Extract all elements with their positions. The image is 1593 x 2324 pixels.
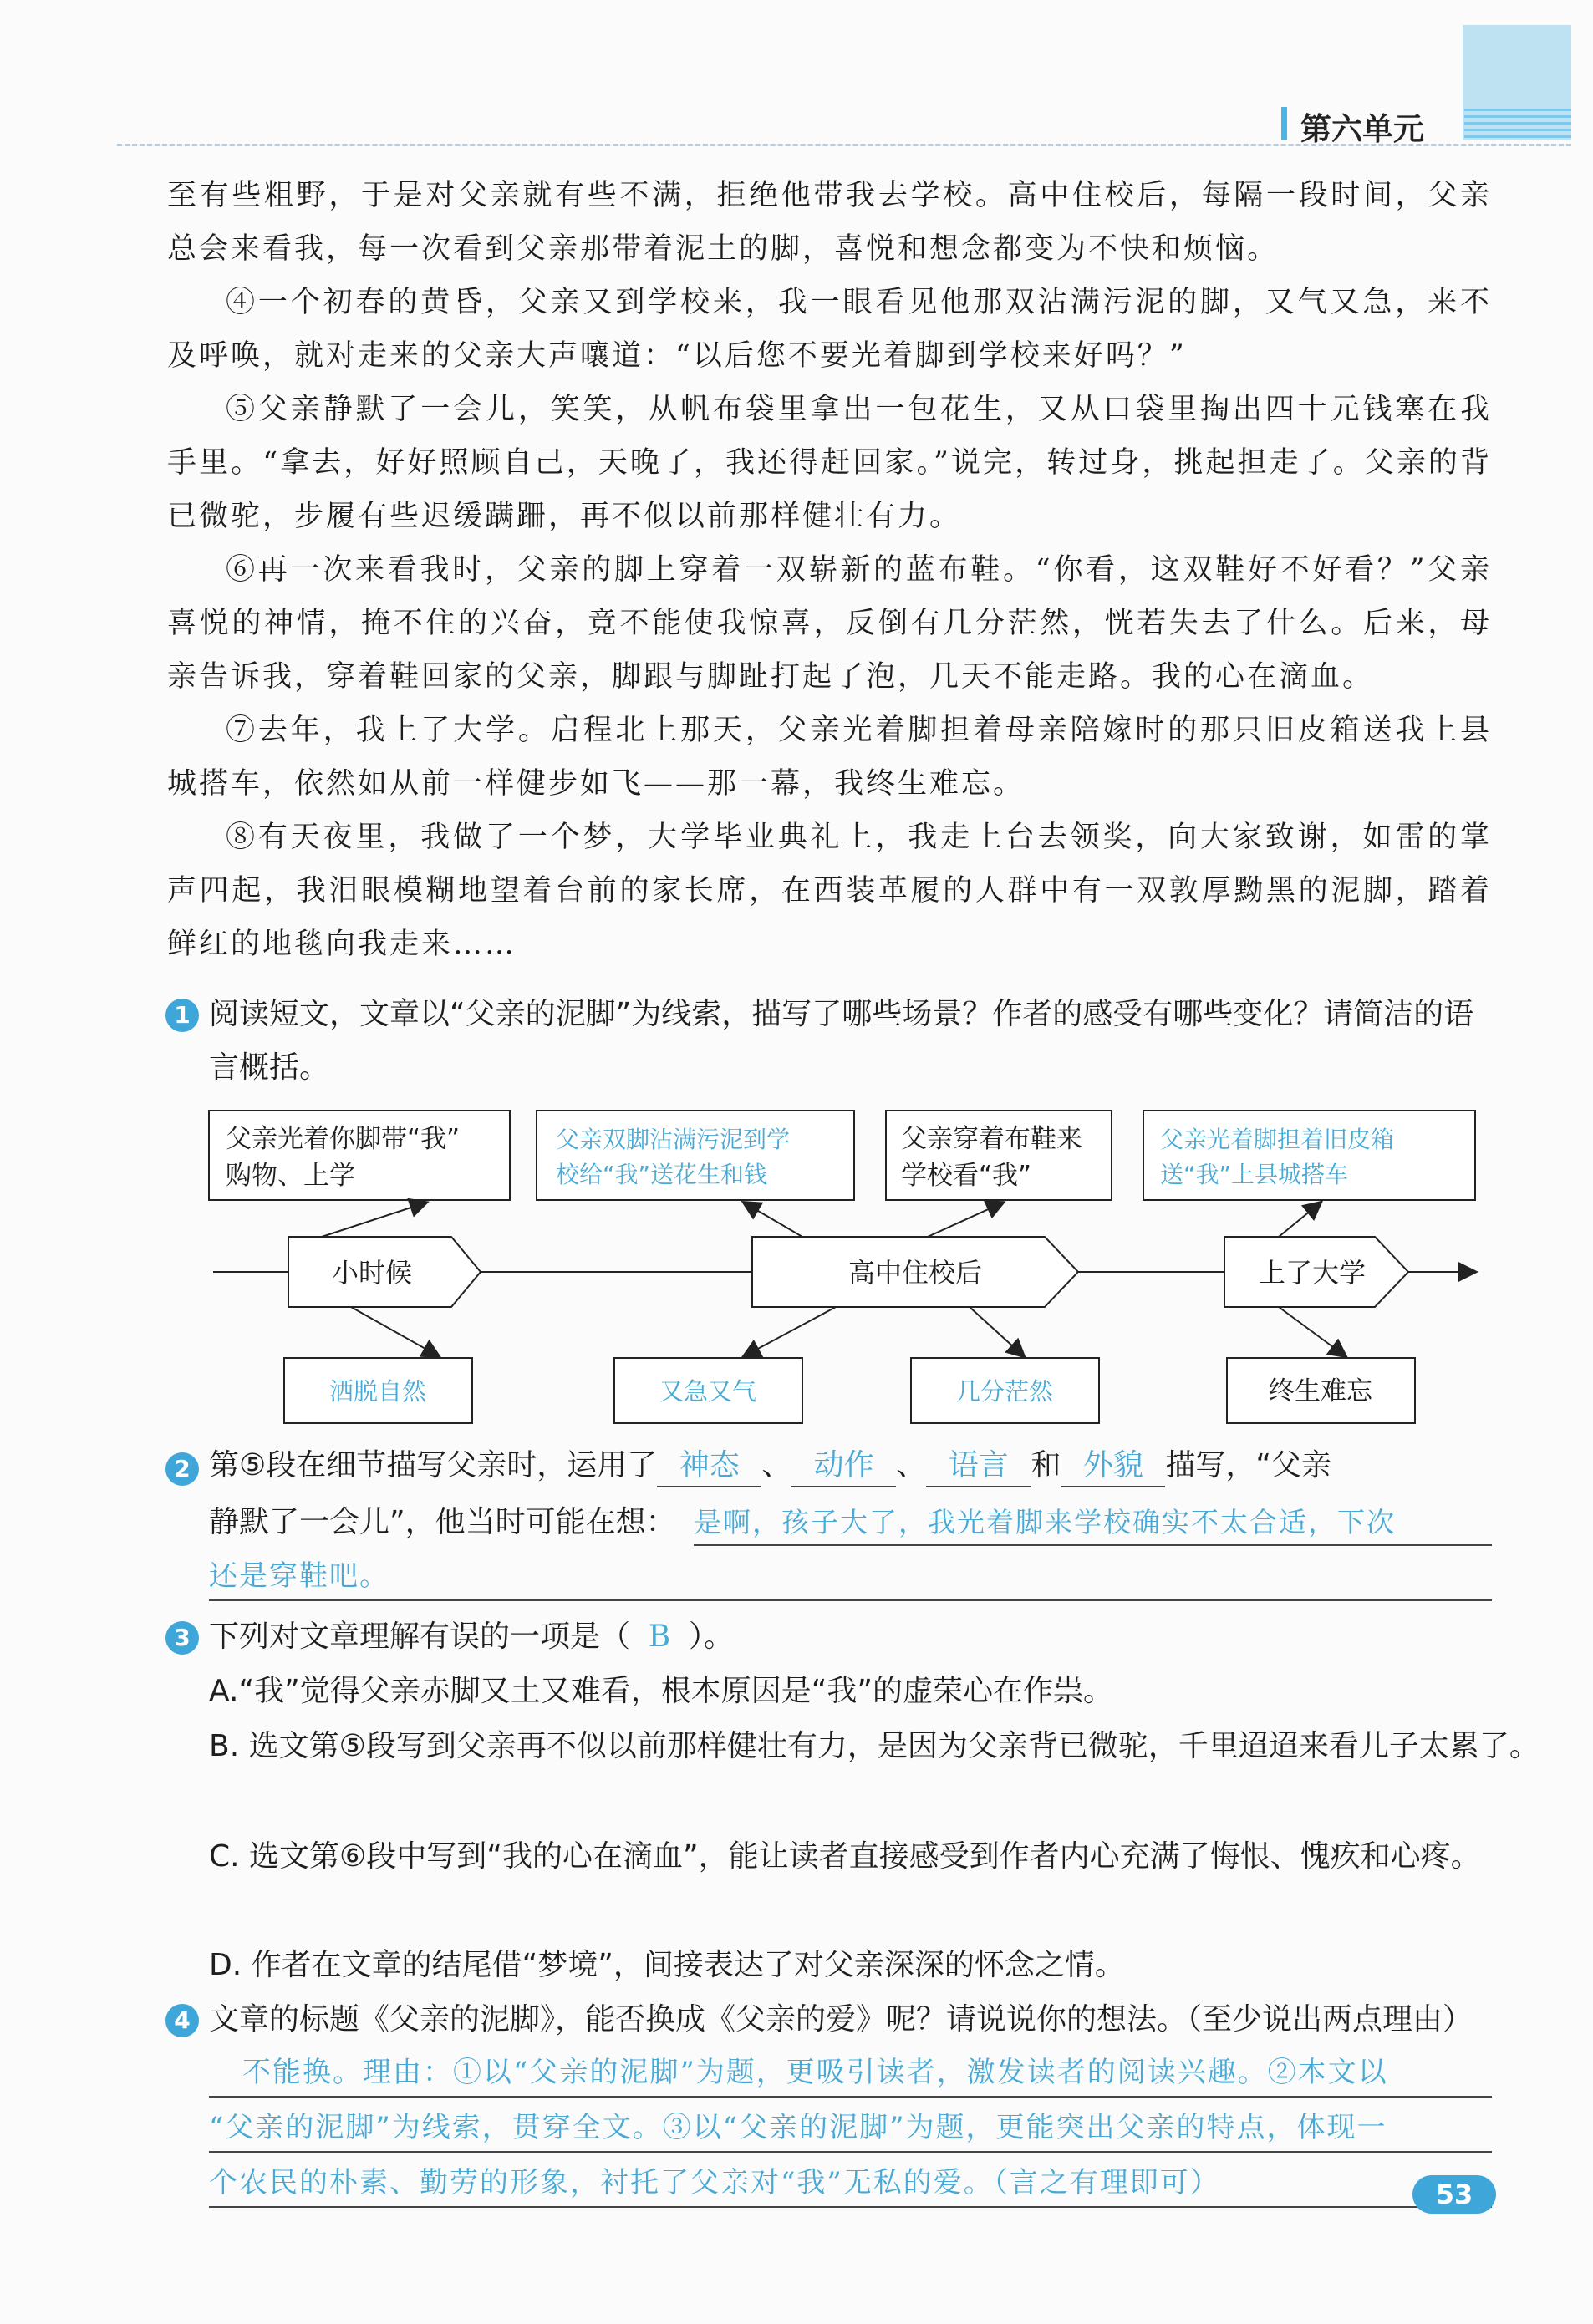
feeling-1: 洒脱自然 (328, 1377, 427, 1406)
q3-option-a: A.“我”觉得父亲赤脚又土又难看，根本原因是“我”的虚荣心在作祟。 (209, 1674, 1114, 1708)
q2-answer-line-2: 还是穿鞋吧。 (209, 1553, 1492, 1601)
q3-option-b: B. 选文第⑤段写到父亲再不似以前那样健壮有力，是因为父亲背已微驼，千里迢迢来看儿子太累了。 (209, 1729, 1540, 1763)
arrow-stage1-feel1 (351, 1307, 439, 1356)
q4-answer-line-2: “父亲的泥脚”为线索，贯穿全文。③以“父亲的泥脚”为题，更能突出父亲的特点，体现一 (209, 2104, 1492, 2153)
arrow-stage2-scene2 (744, 1203, 802, 1237)
q4-answer-line-3: 个农民的朴素、勤劳的形象，衬托了父亲对“我”无私的爱。（言之有理即可） (209, 2159, 1492, 2208)
feeling-4: 终生难忘 (1269, 1376, 1372, 1406)
arrow-stage2-scene3 (928, 1203, 1003, 1237)
q2-line2-prefix: 静默了一会儿”，他当时可能在想： (209, 1505, 676, 1539)
scene-2-line1: 父亲双脚沾满污泥到学 (556, 1126, 791, 1153)
paragraph-7: ⑦去年，我上了大学。启程北上那天，父亲光着脚担着母亲陪嫁时的那只旧皮箱送我上县城搭车，依然如从前一样健步如飞——那一幕，我终生难忘。 (167, 714, 1492, 801)
question-4-number: 4 (165, 2004, 199, 2037)
q3-option-d: D. 作者在文章的结尾借“梦境”，间接表达了对父亲深深的怀念之情。 (209, 1948, 1125, 1982)
paragraph-8: ⑧有天夜里，我做了一个梦，大学毕业典礼上，我走上台去领奖，向大家致谢，如雷的掌声四起，我泪眼模糊地望着台前的家长席，在西装革履的人群中有一双敦厚黝黑的泥脚，踏着鲜红的地毯向我走来…… (167, 821, 1492, 961)
q2-prefix: 第⑤段在细节描写父亲时，运用了 (209, 1448, 658, 1482)
q2-sep-2: 、 (896, 1448, 927, 1482)
question-2-line-2 (209, 1496, 676, 1549)
arrow-stage2-feel2 (744, 1307, 836, 1356)
feeling-2: 又急又气 (659, 1377, 757, 1406)
q3-answer: B (648, 1620, 671, 1654)
stage-label-1: 小时候 (331, 1257, 413, 1289)
stage-label-3: 上了大学 (1258, 1257, 1367, 1289)
scene-4-line1: 父亲光着脚担着旧皮箱 (1160, 1126, 1395, 1153)
q2-blank-1: 神态 (657, 1446, 761, 1487)
q2-sep-1: 、 (761, 1448, 792, 1482)
q2-answer-line-1: 是啊，孩子大了，我光着脚来学校确实不太合适，下次 (694, 1501, 1492, 1546)
arrow-stage3-feel4 (1279, 1307, 1346, 1356)
header-divider (117, 144, 1571, 146)
question-1-number: 1 (165, 999, 199, 1032)
q2-blank-3: 语言 (926, 1446, 1031, 1487)
question-2-number: 2 (165, 1452, 199, 1486)
scene-4-line2: 送“我”上县城搭车 (1160, 1161, 1349, 1188)
arrow-stage2-feel3 (970, 1307, 1024, 1356)
question-3-number: 3 (165, 1621, 199, 1655)
q2-suffix: 描写，“父亲 (1165, 1448, 1331, 1482)
feeling-3: 几分茫然 (955, 1377, 1054, 1406)
arrow-stage1-scene1 (322, 1203, 426, 1237)
arrow-stage3-scene4 (1279, 1203, 1321, 1237)
question-3-text (209, 1610, 734, 1664)
q4-answer-line-1: 不能换。理由：①以“父亲的泥脚”为题，更吸引读者，激发读者的阅读兴趣。②本文以 (209, 2049, 1492, 2098)
q3-option-c: C. 选文第⑥段中写到“我的心在滴血”，能让读者直接感受到作者内心充满了悔恨、愧疚和心疼。 (209, 1839, 1481, 1874)
scene-3-line1: 父亲穿着布鞋来 (901, 1124, 1082, 1154)
page-number: 53 (1412, 2175, 1496, 2214)
paragraph-5: ⑤父亲静默了一会儿，笑笑，从帆布袋里拿出一包花生，又从口袋里掏出四十元钱塞在我手里。“拿去，好好照顾自己，天晚了，我还得赶回家。”说完，转过身，挑起担走了。父亲的背已微驼，步履有些迟缓蹒跚，再不似以前那样健壮有力。 (167, 393, 1492, 533)
header-accent-bar (1281, 107, 1287, 140)
scene-2-line2: 校给“我”送花生和钱 (556, 1161, 768, 1188)
q3-text-after: ）。 (689, 1620, 735, 1654)
scene-1-line2: 购物、上学 (226, 1161, 355, 1191)
paragraph-4: ④一个初春的黄昏，父亲又到学校来，我一眼看见他那双沾满污泥的脚，又气又急，来不及呼唤，就对走来的父亲大声嚷道：“以后您不要光着脚到学校来好吗？” (167, 286, 1492, 373)
q1-timeline-diagram (201, 1091, 1504, 1442)
scene-1-line1: 父亲光着你脚带“我” (226, 1124, 461, 1154)
unit-title: 第六单元 (1300, 111, 1424, 147)
question-2-line-1 (209, 1439, 1513, 1493)
paragraph-6: ⑥再一次来看我时，父亲的脚上穿着一双崭新的蓝布鞋。“你看，这双鞋好不好看？”父亲喜悦的神情，掩不住的兴奋，竟不能使我惊喜，反倒有几分茫然，恍若失去了什么。后来，母亲告诉我，穿着鞋回家的父亲，脚跟与脚趾打起了泡，几天不能走路。我的心在滴血。 (167, 553, 1492, 694)
header-stripes (1464, 109, 1571, 142)
scene-3-line2: 学校看“我” (901, 1161, 1032, 1191)
stage-label-2: 高中住校后 (847, 1257, 983, 1289)
paragraph-continued: 至有些粗野，于是对父亲就有些不满，拒绝他带我去学校。高中住校后，每隔一段时间，父亲总会来看我，每一次看到父亲那带着泥土的脚，喜悦和想念都变为不快和烦恼。 (167, 179, 1492, 266)
question-1-text: 阅读短文，文章以“父亲的泥脚”为线索，描写了哪些场景？作者的感受有哪些变化？请简洁的语言概括。 (209, 997, 1474, 1085)
question-4-text: 文章的标题《父亲的泥脚》，能否换成《父亲的爱》呢？请说说你的想法。（至少说出两点理由） (209, 2002, 1473, 2037)
q2-blank-4: 外貌 (1061, 1446, 1165, 1487)
q2-blank-2: 动作 (791, 1446, 896, 1487)
q2-and: 和 (1031, 1448, 1061, 1482)
q3-text-before: 下列对文章理解有误的一项是（ (209, 1620, 631, 1654)
